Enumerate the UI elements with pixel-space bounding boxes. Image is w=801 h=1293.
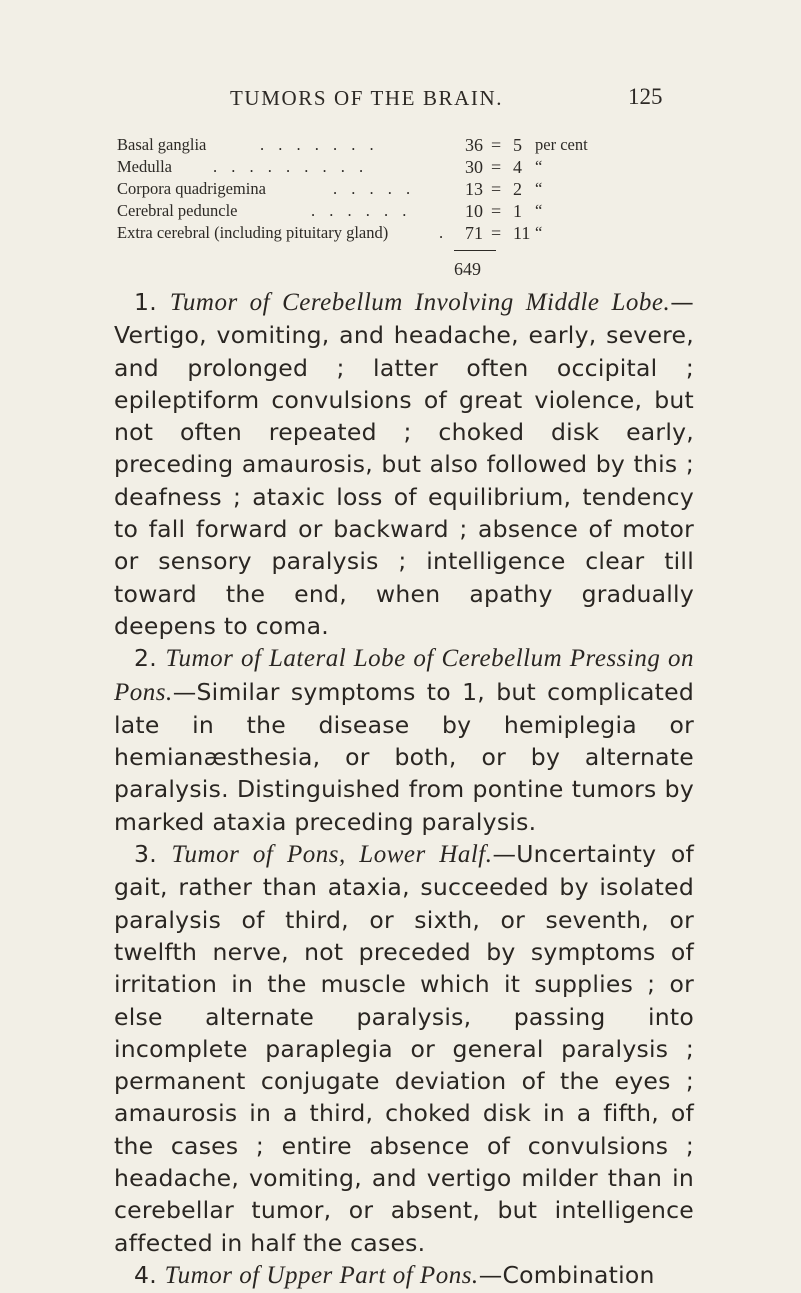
section-number: 2. (134, 644, 157, 673)
leader-dots: . . . . . . (311, 201, 412, 220)
equals-sign: = (491, 223, 502, 243)
running-title: TUMORS OF THE BRAIN. (230, 86, 504, 110)
row-label: Corpora quadrigemina (117, 179, 266, 198)
section-paragraph (114, 642, 694, 838)
row-label: Basal ganglia (117, 135, 207, 154)
section-paragraph (114, 838, 694, 1259)
section-paragraph (114, 1259, 694, 1292)
table-row (117, 156, 677, 178)
body-text (114, 286, 694, 1292)
table-row (117, 178, 677, 200)
equals-sign: = (491, 135, 502, 155)
equals-sign: = (491, 201, 502, 221)
section-heading: Tumor of Lateral Lobe of Cerebellum Pressing on Pons. (114, 645, 694, 706)
row-count: 36 (465, 135, 483, 155)
equals-sign: = (491, 179, 502, 199)
section-text: —Uncertainty of gait, rather than ataxia, succeeded by isolated paralysis of third, or sixth, or seventh, or twelfth nerve, not preceded by symptoms of irritation in the muscle which it supplies ; or else alternate paralysis, passing into incomplete paraplegia or general paralysis ; permanent conjugate deviation of the eyes ; amaurosis in a third, choked disk in a fifth, of the cases ; entire absence of convulsions ; headache, vomiting, and vertigo milder than in cerebellar tumor, or absent, but intelligence affected in half the cases. (114, 840, 694, 1257)
section-number: 1. (134, 288, 157, 316)
row-count: 71 (465, 223, 483, 243)
row-count: 13 (465, 179, 483, 199)
leader-dots: . (439, 223, 449, 242)
row-count: 30 (465, 157, 483, 177)
row-unit: “ (535, 179, 543, 198)
section-heading: Tumor of Pons, Lower Half. (171, 841, 493, 869)
section-text: —Similar symptoms to 1, but complicated late in the disease by hemiplegia or hemianæsthesia, or both, or by alternate paralysis. Distinguished from pontine tumors by marked ataxia preceding paralysis. (114, 677, 694, 836)
table-total: 649 (454, 259, 481, 279)
section-text: —Vertigo, vomiting, and headache, early, severe, and prolonged ; latter often occipital ; epileptiform convulsions of great violence, but not often repeated ; choked disk early, preceding amaurosis, but also followed by this ; deafness ; ataxic loss of equilibrium, tendency to fall forward or backward ; absence of motor or sensory paralysis ; intelligence clear till toward the end, when apathy gradually deepens to coma. (114, 288, 694, 640)
row-unit: “ (535, 157, 543, 176)
row-unit: “ (535, 223, 543, 242)
row-count: 10 (465, 201, 483, 221)
table-row (117, 222, 677, 244)
leader-dots: . . . . . . . (260, 135, 379, 154)
section-heading: Tumor of Cerebellum Involving Middle Lobe. (169, 289, 671, 316)
row-percent: 1 (513, 201, 522, 221)
section-number: 4. (134, 1260, 157, 1289)
leader-dots: . . . . . (333, 179, 416, 198)
table-row (117, 200, 677, 222)
total-rule (454, 250, 496, 251)
section-paragraph (114, 286, 694, 642)
equals-sign: = (491, 157, 502, 177)
row-percent: 4 (513, 157, 522, 177)
row-label: Cerebral peduncle (117, 201, 238, 220)
row-percent: 5 (513, 135, 522, 155)
row-percent: 11 (513, 223, 531, 243)
page-number: 125 (628, 84, 663, 109)
row-unit: per cent (535, 135, 588, 154)
row-label: Extra cerebral (including pituitary gland) (117, 223, 389, 242)
location-statistics-table (117, 134, 677, 279)
page-header (0, 86, 801, 116)
section-heading: Tumor of Upper Part of Pons. (164, 1261, 479, 1289)
section-number: 3. (134, 840, 157, 869)
section-text: —Combination (478, 1260, 655, 1289)
row-label: Medulla (117, 157, 172, 176)
leader-dots: . . . . . . . . . (213, 157, 369, 176)
row-percent: 2 (513, 179, 522, 199)
table-row (117, 134, 677, 156)
row-unit: “ (535, 201, 543, 220)
